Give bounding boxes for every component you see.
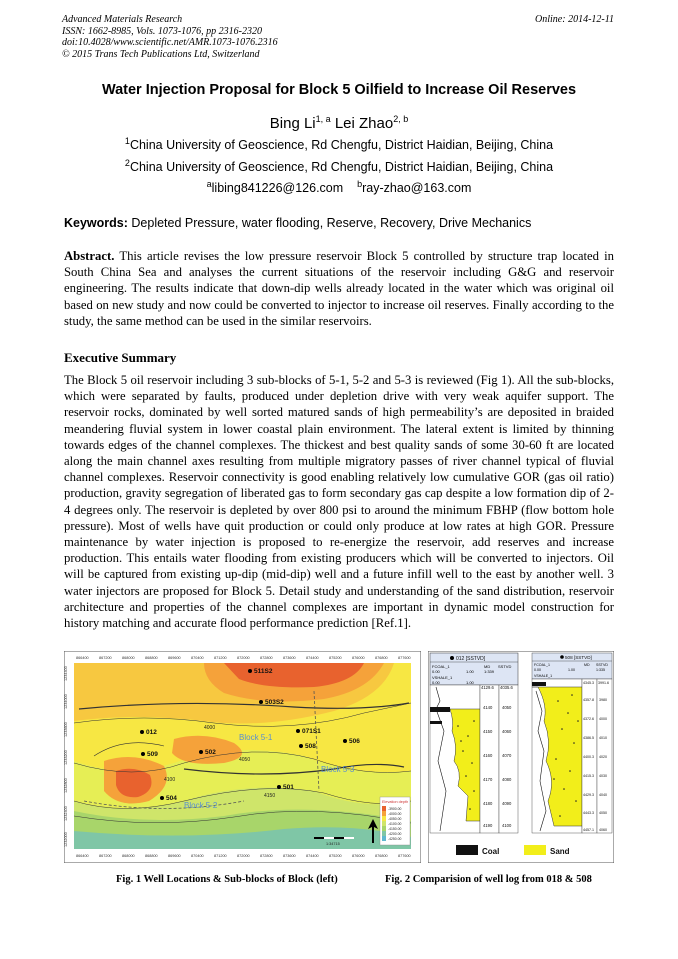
well-label: 504: [166, 795, 177, 802]
sstvd-depth-b: 4060: [599, 828, 607, 832]
sstvd-depth-b: 4030: [599, 774, 607, 778]
sstvd-depth-b: 3991.6: [598, 681, 609, 685]
range-min-label: 0.00: [432, 680, 440, 685]
sstvd-label: SSTVD: [498, 664, 512, 669]
contour-label-4: 4150: [264, 793, 276, 799]
x-tick: 866400: [76, 656, 89, 660]
abstract: [64, 248, 614, 329]
abstract-text: This article revises the low pressure reservoir Block 5 controlled by structure trap located in South China Sea and analyses the current situations of the reservoir including G&G and reservoir engineering. The results indicate that down-dip wells already located in the water which was original oil based on new study and now could be converted to injector to increase oil reserves. Finally according to the study, the same method can be used in the similar reservoirs.: [64, 249, 615, 328]
md-depth: 4140: [483, 705, 493, 710]
x-tick: 868800: [145, 854, 158, 858]
email-b[interactable]: ray-zhao@163.com: [362, 181, 472, 195]
keywords-text: Depleted Pressure, water flooding, Reserve, Recovery, Drive Mechanics: [131, 216, 532, 230]
x-tick: 867200: [99, 656, 112, 660]
well-label: 511S2: [254, 668, 273, 675]
x-tick: 874400: [306, 854, 319, 858]
x-tick: 872800: [260, 854, 273, 858]
doi[interactable]: doi:10.4028/www.scientific.net/AMR.1073-1076.2316: [62, 37, 278, 48]
x-tick: 873600: [283, 854, 296, 858]
journal-name: Advanced Materials Research: [62, 14, 183, 25]
sstvd-depth-b: 4040: [599, 793, 607, 797]
sand-swatch: [524, 845, 546, 855]
sstvd-depth: 4060: [502, 729, 512, 734]
legend-value: -3900.00: [388, 807, 402, 811]
sstvd-depth: 4070: [502, 753, 512, 758]
y-tick: 1232000: [64, 832, 68, 847]
journal-header: [62, 14, 342, 60]
well-marker[interactable]: [343, 739, 347, 743]
figure-2-caption: Fig. 2 Comparision of well log from 018 & 508: [385, 874, 592, 885]
md-label-b: MD: [584, 663, 590, 667]
keywords: [64, 216, 531, 230]
issn: ISSN: 1662-8985, Vols. 1073-1076, pp 2316-2320: [62, 25, 262, 37]
well-label: 012: [146, 729, 157, 736]
y-tick: 1234400: [64, 666, 68, 681]
affiliation-2-text: China University of Geoscience, Rd Chengfu, District Haidian, Beijing, China: [129, 160, 554, 174]
sstvd-depth-b: 4010: [599, 736, 607, 740]
sstvd-label-b: SSTVD: [596, 663, 608, 667]
sstvd-depth-b: 3980: [599, 698, 607, 702]
well-marker[interactable]: [140, 730, 144, 734]
x-axis-ticks-top: [76, 656, 411, 660]
sstvd-depth-b: 4050: [599, 811, 607, 815]
well-marker[interactable]: [296, 729, 300, 733]
email-a[interactable]: libing841226@126.com: [211, 181, 344, 195]
well-a-marker-icon: [450, 656, 454, 660]
range-max-label: 1.00: [466, 669, 474, 674]
x-tick: 870400: [191, 656, 204, 660]
md-depth-b: 4400.3: [583, 755, 594, 759]
figure-2-well-logs: [428, 651, 614, 863]
scale-label: 1:34715: [326, 842, 340, 846]
x-tick: 876800: [375, 656, 388, 660]
legend-sand-label: Sand: [550, 847, 570, 856]
affiliation-1-text: China University of Geoscience, Rd Chengfu, District Haidian, Beijing, China: [129, 138, 554, 152]
author-emails: [0, 178, 678, 195]
x-tick: 868800: [145, 656, 158, 660]
md-depth-b: 4372.6: [583, 717, 594, 721]
scale-label-a: 1:339: [484, 669, 495, 674]
legend-value: -4000.00: [388, 812, 402, 816]
md-depth-b: 4415.3: [583, 774, 594, 778]
well-marker[interactable]: [259, 700, 263, 704]
x-tick: 868000: [122, 656, 135, 660]
x-tick: 867200: [99, 854, 112, 858]
section-heading-executive-summary: Executive Summary: [64, 350, 177, 365]
contour-label-1: 4000: [204, 725, 216, 731]
well-marker[interactable]: [160, 796, 164, 800]
x-tick: 875200: [329, 656, 342, 660]
x-tick: 869600: [168, 854, 181, 858]
well-log-a: [430, 653, 518, 833]
x-tick: 873600: [283, 656, 296, 660]
well-a-title: 012 [SSTVD]: [456, 656, 486, 662]
vshale-label-b: VSHALE_1: [534, 674, 553, 678]
x-axis-ticks-bottom: [76, 854, 411, 858]
sstvd-depth-b: 4000: [599, 717, 607, 721]
md-depth-b: 4357.8: [583, 698, 594, 702]
y-tick: 1232800: [64, 778, 68, 793]
author-1-sup: 1, a: [315, 114, 331, 124]
vshale-label: VSHALE_1: [432, 675, 453, 680]
y-tick: 1233200: [64, 750, 68, 765]
sstvd-depth: 4100: [502, 823, 512, 828]
affiliation-1-sup: 1: [124, 135, 130, 146]
well-b-marker-icon: [560, 655, 564, 659]
authors: [0, 115, 678, 132]
x-tick: 868000: [122, 854, 135, 858]
well-label: 503S2: [265, 699, 284, 706]
elevation-legend: [380, 797, 410, 845]
sstvd-depth: 4090: [502, 801, 512, 806]
affiliation-2: [0, 157, 678, 174]
legend-title: Elevation depth: [382, 800, 409, 804]
x-tick: 871200: [214, 656, 227, 660]
md-depth-b: 4345.3: [583, 681, 594, 685]
fcoal-label-b: FCOAL_1: [534, 663, 550, 667]
y-tick: 1232400: [64, 806, 68, 821]
legend-value: -4250.00: [388, 837, 402, 841]
well-label: 502: [205, 749, 216, 756]
well-label: 506: [349, 738, 360, 745]
x-tick: 875200: [329, 854, 342, 858]
legend-value: -4100.00: [388, 822, 402, 826]
contour-label-2: 4050: [239, 757, 251, 763]
block-label: Block 5-1: [239, 733, 273, 742]
well-label: 071S1: [302, 728, 321, 735]
email-b-sup: b: [357, 178, 363, 189]
well-label: 509: [147, 751, 158, 758]
sstvd-depth: 4080: [502, 777, 512, 782]
abstract-label: Abstract.: [64, 249, 115, 263]
x-tick: 876800: [375, 854, 388, 858]
sstvd-depth: 4050: [502, 705, 512, 710]
affiliation-1: [0, 135, 678, 152]
copyright: © 2015 Trans Tech Publications Ltd, Switzerland: [62, 48, 260, 60]
sstvd-depth: 4035.6: [500, 685, 513, 690]
x-tick: 869600: [168, 656, 181, 660]
well-marker[interactable]: [141, 752, 145, 756]
x-tick: 877600: [398, 656, 411, 660]
well-marker[interactable]: [299, 744, 303, 748]
md-depth: 4129.6: [481, 685, 494, 690]
paper-title: Water Injection Proposal for Block 5 Oilfield to Increase Oil Reserves: [101, 82, 577, 98]
range-max-label-b: 1.00: [568, 668, 575, 672]
block-label: Block 5-3: [321, 765, 355, 774]
figure-1-caption: Fig. 1 Well Locations & Sub-blocks of Block (left): [116, 874, 338, 885]
x-tick: 871200: [214, 854, 227, 858]
well-label: 508: [305, 743, 316, 750]
block-label: Block 5-2: [184, 801, 218, 810]
md-depth: 4160: [483, 753, 493, 758]
author-2-sup: 2, b: [393, 114, 409, 124]
range-max-label: 1.00: [466, 680, 474, 685]
md-depth-b: 4457.1: [583, 828, 594, 832]
legend-value: -4200.00: [388, 832, 402, 836]
md-depth-b: 4443.3: [583, 811, 594, 815]
x-tick: 870400: [191, 854, 204, 858]
md-depth: 4170: [483, 777, 493, 782]
well-label: 501: [283, 784, 294, 791]
fcoal-label: FCOAL_1: [432, 664, 450, 669]
affiliation-2-sup: 2: [124, 157, 130, 168]
well-log-b: [532, 653, 612, 833]
contour-label-3: 4100: [164, 777, 176, 783]
well-marker[interactable]: [248, 669, 252, 673]
scale-label-b: 1:335: [596, 668, 605, 672]
executive-summary-text: The Block 5 oil reservoir including 3 sub-blocks of 5-1, 5-2 and 5-3 is reviewed (Fig 1). All the sub-blocks, which were separated by faults, produced under depletion drive with very weak aquifer support. The reservoir rocks, dominated by well sorted matured sands of high permeability’s are deposited in braided meandering fluvial system in lower coastal plain environment. The lateral extent is limited by thinning towards edges of the channel complexes. The thickest and best quality sands of some 30-60 ft are located along the main channel axes resulting from multiple migratory passes of river channel typical of fluvial channel complexes. Reservoir connectivity is good enabling relatively low cumulative GOR (gas oil ratio) production, gravity segregation of liberated gas to form secondary gas cap despite a low formation dip of 2-4 degrees only. The reservoir is depleted by over 800 psi to around the minimum FBHP (flow bottom hole pressure). Most of wells have quit production or could only produce at low rates at high GOR. Pressure maintenance by water injection is proposed to re-energize the reservoir, add reserves and increase production. This entails water flooding from existing producers which will be converted to injectors. Oil will be captured from existing up-dip (mid-dip) well and a future infill well to the east by another well. 3 water injectors are proposed for Block 5. Detail study and understanding of the sand distribution, reservoir architecture and properties of the channel complexes are important in dynamic model construction for history matching and accurate flood performance prediction [Ref.1].: [64, 373, 614, 631]
email-a-sup: a: [206, 178, 212, 189]
keywords-label: Keywords:: [64, 216, 128, 230]
well-b-title: 508 [SSTVD]: [565, 655, 592, 660]
x-tick: 876000: [352, 854, 365, 858]
legend-value: -4150.00: [388, 827, 402, 831]
x-tick: 876000: [352, 656, 365, 660]
online-date: Online: 2014-12-11: [535, 14, 614, 25]
legend-coal-label: Coal: [482, 847, 500, 856]
md-depth: 4180: [483, 801, 493, 806]
x-tick: 872000: [237, 656, 250, 660]
y-tick: 1233600: [64, 722, 68, 737]
md-depth-b: 4429.3: [583, 793, 594, 797]
md-depth: 4190: [483, 823, 493, 828]
y-tick: 1234000: [64, 694, 68, 709]
x-tick: 877600: [398, 854, 411, 858]
range-min-label: 0.00: [432, 669, 440, 674]
figure-1-map: [64, 651, 421, 863]
x-tick: 874400: [306, 656, 319, 660]
coal-swatch: [456, 845, 478, 855]
well-marker[interactable]: [277, 785, 281, 789]
x-tick: 872800: [260, 656, 273, 660]
sstvd-depth-b: 4020: [599, 755, 607, 759]
legend-value: -4050.00: [388, 817, 402, 821]
range-min-label-b: 0.00: [534, 668, 541, 672]
author-1: Bing Li: [269, 115, 316, 132]
md-depth: 4150: [483, 729, 493, 734]
md-label: MD: [484, 664, 491, 669]
x-tick: 872000: [237, 854, 250, 858]
well-marker[interactable]: [199, 750, 203, 754]
md-depth-b: 4386.5: [583, 736, 594, 740]
x-tick: 866400: [76, 854, 89, 858]
author-2: Lei Zhao: [334, 115, 394, 132]
